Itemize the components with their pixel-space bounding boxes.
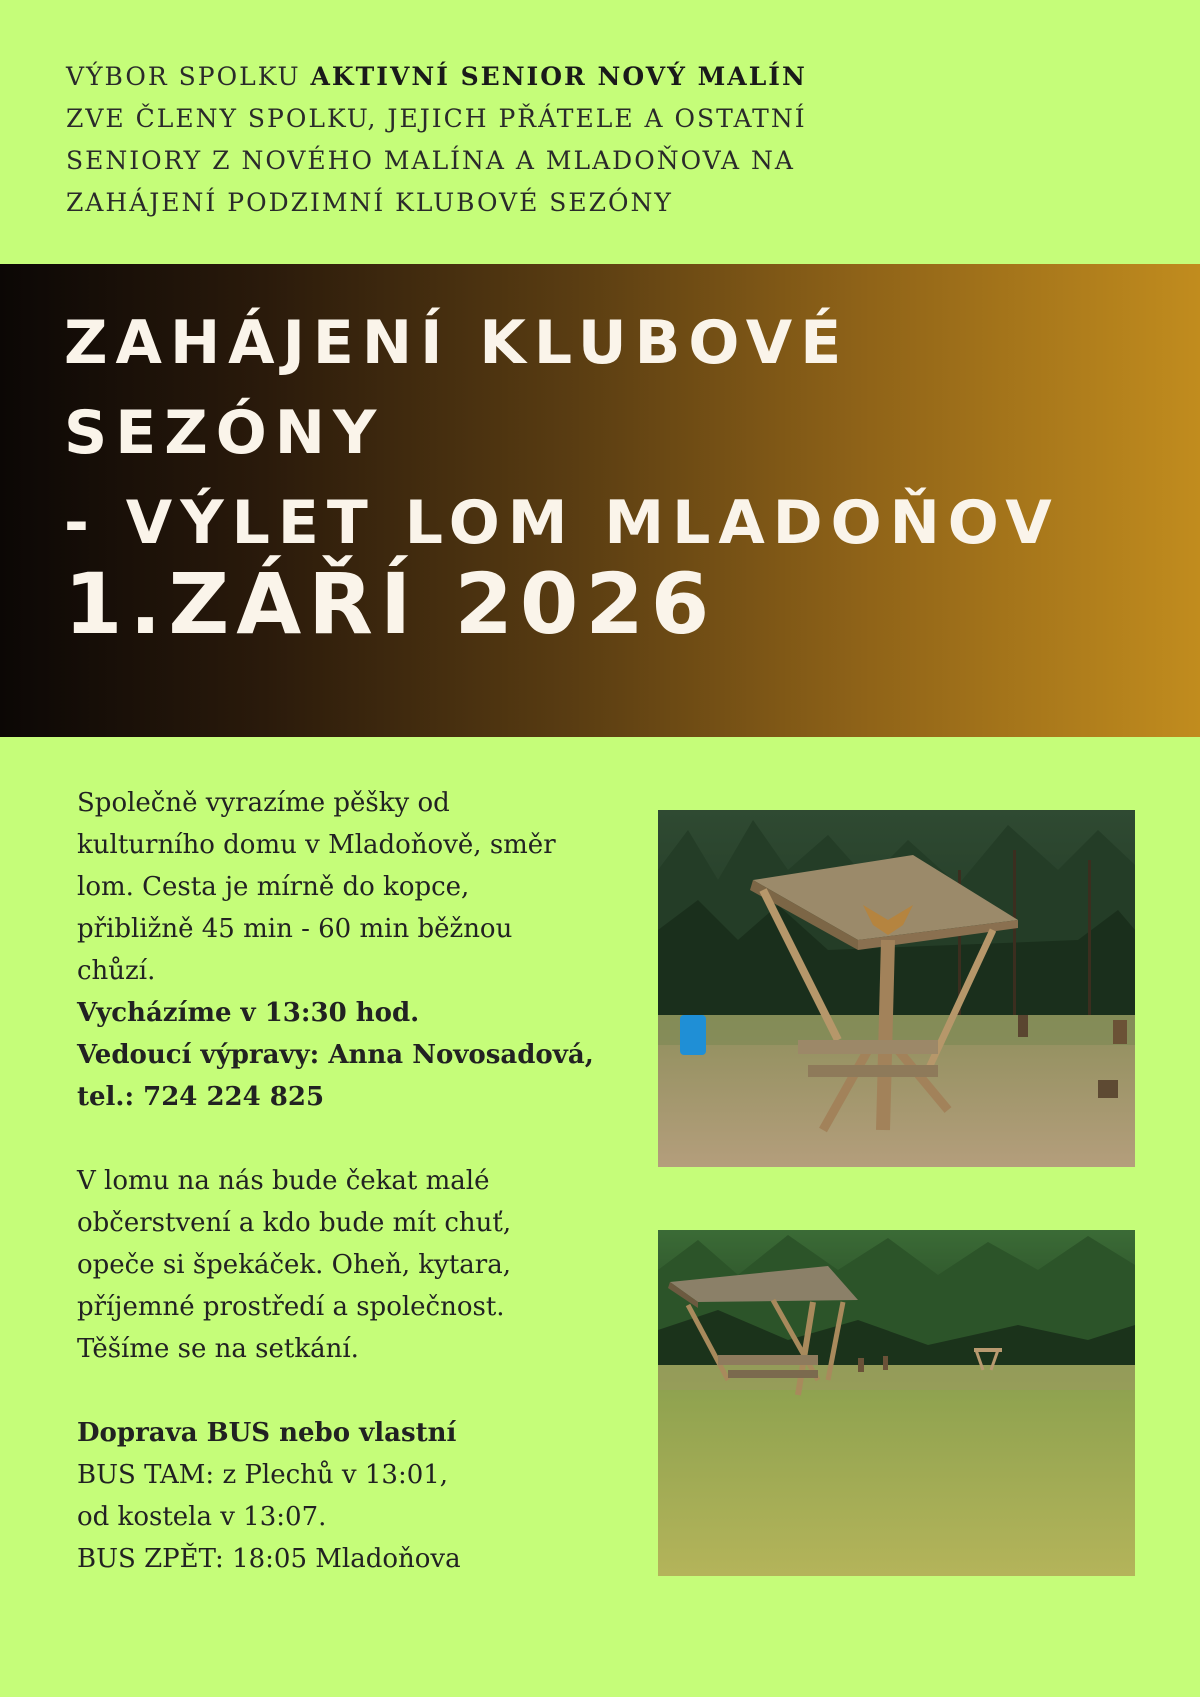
bus-there-church: od kostela v 13:07.	[77, 1502, 327, 1532]
detail-line: chůzí.	[77, 956, 156, 986]
intro-prefix: VÝBOR SPOLKU	[66, 62, 311, 91]
intro-text	[66, 56, 966, 224]
detail-line: občerstvení a kdo bude mít chuť,	[77, 1208, 512, 1238]
detail-line: opeče si špekáček. Oheň, kytara,	[77, 1250, 511, 1280]
intro-line-2: ZVE ČLENY SPOLKU, JEJICH PŘÁTELE A OSTATNÍ	[66, 104, 807, 133]
photo-meadow-shelter	[658, 1230, 1135, 1576]
event-date: 1.ZÁŘÍ 2026	[64, 555, 717, 653]
leader-phone: tel.: 724 224 825	[77, 1082, 325, 1112]
event-title-line-1: ZAHÁJENÍ KLUBOVÉ SEZÓNY	[64, 308, 850, 468]
detail-line: V lomu na nás bude čekat malé	[77, 1166, 490, 1196]
event-title	[64, 298, 1174, 568]
bus-there: BUS TAM: z Plechů v 13:01,	[77, 1460, 449, 1490]
leader-name: Vedoucí výpravy: Anna Novosadová,	[77, 1040, 594, 1070]
photo-shelter-closeup	[658, 810, 1135, 1167]
detail-line: příjemné prostředí a společnost.	[77, 1292, 505, 1322]
detail-line: přibližně 45 min - 60 min běžnou	[77, 914, 513, 944]
meadow-shelter-image	[658, 1230, 1135, 1576]
spacer	[77, 1370, 637, 1412]
detail-line: lom. Cesta je mírně do kopce,	[77, 872, 470, 902]
event-title-line-2: - VÝLET LOM MLADOŇOV	[64, 488, 1060, 558]
departure-time: Vycházíme v 13:30 hod.	[77, 998, 420, 1028]
detail-line: Těšíme se na setkání.	[77, 1334, 359, 1364]
club-name: AKTIVNÍ SENIOR NOVÝ MALÍN	[310, 62, 807, 91]
detail-line: kulturního domu v Mladoňově, směr	[77, 830, 556, 860]
event-details	[77, 782, 637, 1580]
detail-line: Společně vyrazíme pěšky od	[77, 788, 450, 818]
bus-back: BUS ZPĚT: 18:05 Mladoňova	[77, 1544, 461, 1574]
intro-line-1	[66, 56, 966, 98]
intro-line-4: ZAHÁJENÍ PODZIMNÍ KLUBOVÉ SEZÓNY	[66, 188, 673, 217]
intro-line-3: SENIORY Z NOVÉHO MALÍNA A MLADOŇOVA NA	[66, 146, 795, 175]
spacer	[77, 1118, 637, 1160]
title-banner	[0, 264, 1200, 737]
transport-heading: Doprava BUS nebo vlastní	[77, 1418, 457, 1448]
shelter-closeup-image	[658, 810, 1135, 1167]
